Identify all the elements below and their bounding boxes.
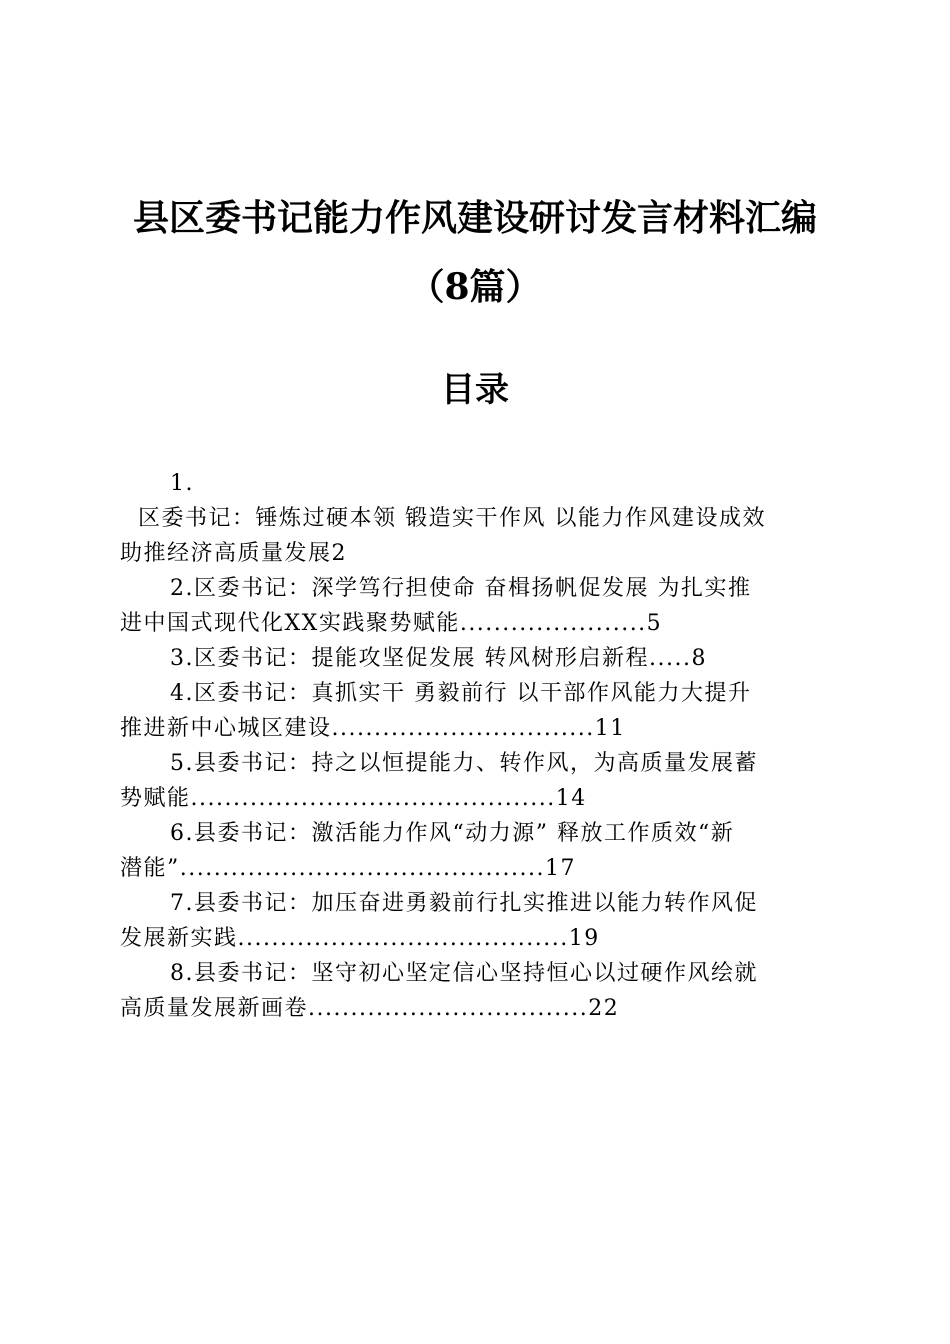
toc-entry-5-line-2: 势赋能...........................................14 — [120, 786, 587, 811]
toc-entry-6-line-1: 6.县委书记：激活能力作风“动力源” 释放工作质效“新 — [170, 821, 735, 846]
toc-entry-7-line-2: 发展新实践.......................................19 — [120, 926, 600, 951]
document-subtitle-count: （8篇） — [408, 266, 542, 308]
toc-entry-2[interactable] — [120, 571, 825, 641]
toc-entry-4-line-2: 推进新中心城区建设...............................11 — [120, 716, 626, 741]
toc-entry-2-line-2: 进中国式现代化XX实践聚势赋能......................5 — [120, 611, 663, 636]
toc-entry-3-line-1: 3.区委书记：提能攻坚促发展 转风树形启新程.....8 — [170, 646, 707, 671]
toc-entry-1-number: 1. — [170, 471, 194, 496]
toc-entry-8[interactable] — [120, 956, 825, 1026]
toc-entry-5[interactable] — [120, 746, 825, 816]
toc-entry-7[interactable] — [120, 886, 825, 956]
toc-entry-1-line-1: 区委书记：锤炼过硬本领 锻造实干作风 以能力作风建设成效 — [138, 506, 766, 531]
toc-entry-6-line-2: 潜能”...........................................17 — [120, 856, 576, 881]
toc-entry-4-line-1: 4.区委书记：真抓实干 勇毅前行 以干部作风能力大提升 — [170, 681, 752, 706]
toc-entry-2-line-1: 2.区委书记：深学笃行担使命 奋楫扬帆促发展 为扎实推 — [170, 576, 752, 601]
document-title: 县区委书记能力作风建设研讨发言材料汇编 — [132, 197, 817, 239]
toc-entry-8-line-1: 8.县委书记：坚守初心坚定信心坚持恒心以过硬作风绘就 — [170, 961, 758, 986]
toc-heading: 目录 — [441, 370, 509, 410]
table-of-contents — [120, 466, 825, 1026]
toc-entry-6[interactable] — [120, 816, 825, 886]
toc-entry-3[interactable] — [120, 641, 825, 676]
toc-entry-5-line-1: 5.县委书记：持之以恒提能力、转作风，为高质量发展蓄 — [170, 751, 758, 776]
toc-entry-7-line-1: 7.县委书记：加压奋进勇毅前行扎实推进以能力转作风促 — [170, 891, 758, 916]
toc-entry-4[interactable] — [120, 676, 825, 746]
toc-entry-8-line-2: 高质量发展新画卷.................................22 — [120, 996, 620, 1021]
toc-entry-1-line-2: 助推经济高质量发展2 — [120, 541, 347, 566]
toc-entry-1[interactable] — [120, 466, 825, 571]
